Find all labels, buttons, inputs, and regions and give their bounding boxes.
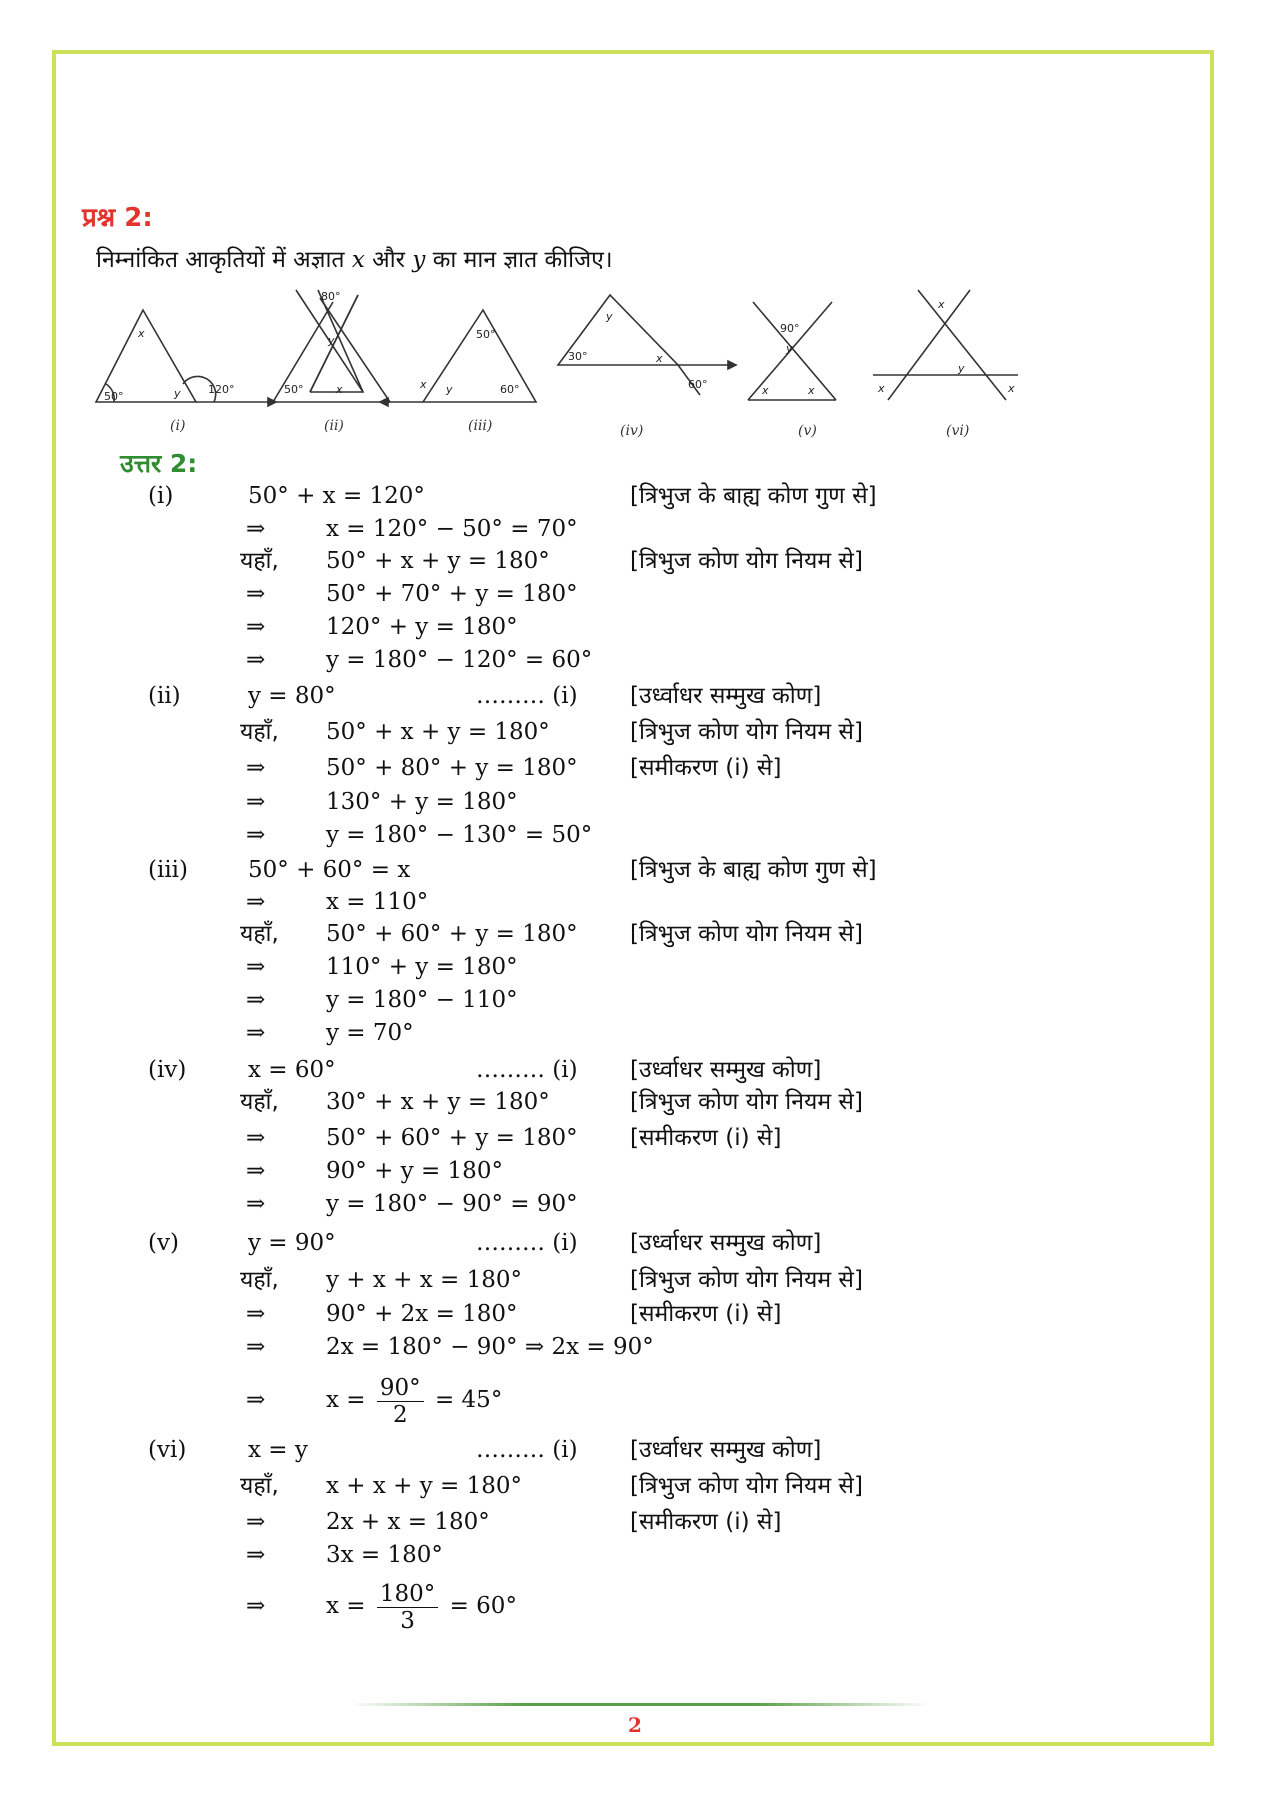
svg-text:y: y [958,362,965,375]
fraction: $\frac{90^\circ}{2}$ [377,1375,424,1428]
svg-text:(v): (v) [798,423,817,439]
question-title: प्रश्न 2: [82,203,153,233]
svg-text:x: x [938,298,945,311]
svg-text:x: x [420,378,427,391]
fraction-expression: x = $\frac{180^\circ}{3}$ = 60° [326,1580,517,1634]
svg-text:50°: 50° [476,328,496,341]
figures-strip [88,280,1188,450]
svg-text:(vi): (vi) [946,423,970,439]
fraction-expression: x = $\frac{90^\circ}{2}$ = 45° [326,1374,503,1428]
svg-text:x: x [656,352,663,365]
question-text: निम्नांकित आकृतियों में अज्ञात x और y का मान ज्ञात कीजिए। [96,247,613,273]
svg-text:80°: 80° [321,290,341,303]
svg-text:x: x [1008,382,1015,395]
svg-text:y: y [786,342,793,355]
svg-text:(iii): (iii) [468,418,493,434]
svg-text:y: y [606,310,613,323]
svg-text:x: x [878,382,885,395]
svg-text:50°: 50° [284,383,304,396]
svg-text:(i): (i) [170,418,186,434]
svg-text:60°: 60° [688,378,708,391]
svg-text:y: y [328,334,335,347]
svg-text:50°: 50° [104,390,124,403]
fraction: $\frac{180^\circ}{3}$ [377,1581,438,1634]
svg-text:y: y [446,383,453,396]
fig6-lines [873,290,1018,400]
svg-text:120°: 120° [208,383,235,396]
answer-title: उत्तर 2: [120,449,198,478]
svg-text:(iv): (iv) [620,423,644,439]
svg-text:60°: 60° [500,383,520,396]
svg-text:x: x [138,327,145,340]
svg-text:x: x [762,384,769,397]
figures-svg [88,280,1188,450]
figure-captions [170,418,969,439]
page-number: 2 [628,1713,642,1737]
footer-divider [350,1703,930,1706]
svg-text:x: x [808,384,815,397]
svg-text:30°: 30° [568,350,588,363]
svg-text:x: x [336,383,343,396]
svg-text:90°: 90° [780,322,800,335]
svg-text:y: y [174,387,181,400]
svg-text:(ii): (ii) [324,418,344,434]
figure-angle-labels [104,290,1015,403]
